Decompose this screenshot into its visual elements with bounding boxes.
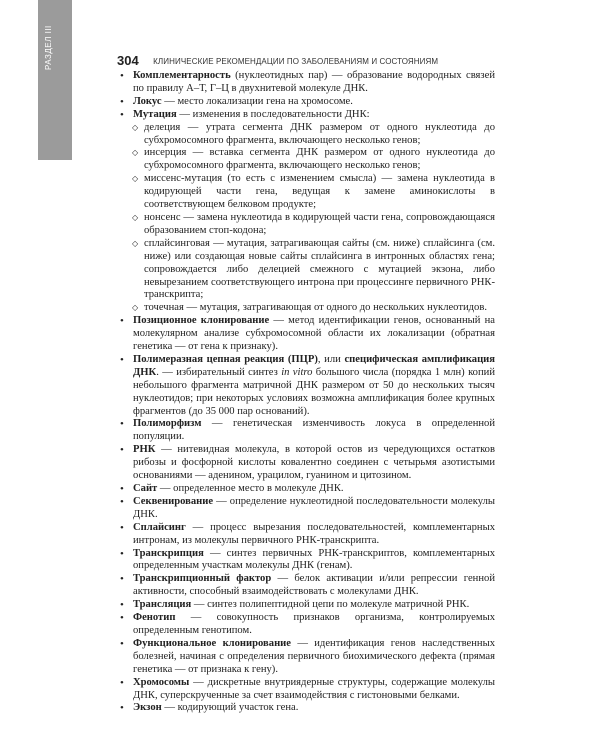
glossary-definition: — генетическая изменчивость локуса в определенной популяции. bbox=[133, 418, 495, 443]
glossary-term: РНК bbox=[133, 444, 156, 456]
glossary-entry bbox=[117, 522, 495, 548]
glossary-definition: — процесс вырезания последовательностей, комплементарных интронам, из молекулы первичного РНК-транскрипта. bbox=[133, 521, 495, 546]
glossary-entry bbox=[117, 573, 495, 599]
glossary-definition: — дискретные внутриядерные структуры, содержащие молекулы ДНК, суперскрученные за счет взаимодействия с гистоновыми белками. bbox=[133, 676, 495, 701]
mutation-subtype: ◇ делеция — утрата сегмента ДНК размером от одного нуклеотида до субхромосомного фрагмента, включающего несколько генов; bbox=[117, 122, 495, 148]
page-number: 304 bbox=[117, 53, 139, 68]
glossary-term: Экзон bbox=[133, 702, 162, 714]
glossary-term: Секвенирование bbox=[133, 495, 214, 507]
glossary-term: Сплайсинг bbox=[133, 521, 186, 533]
glossary-definition: — нитевидная молекула, в которой остов из чередующихся остатков рибозы и фосфорной кислоты ковалентно соединен с четырьмя азотистыми основаниями — аденином, урацилом, гуанином и цитозином. bbox=[133, 444, 495, 482]
glossary-definition: — изменения в последовательности ДНК: bbox=[176, 108, 370, 120]
glossary-connector: , или bbox=[317, 353, 345, 365]
glossary-entry bbox=[117, 96, 495, 109]
glossary-term-alt: специфическая амплификация ДНК bbox=[133, 353, 496, 378]
glossary-entry bbox=[117, 483, 495, 496]
italic-phrase: in vitro bbox=[281, 366, 313, 378]
glossary-definition-cont: большого числа (порядка 1 млн) копий небольшого фрагмента матричной ДНК размером от 50 до нескольких тысяч нуклеотидов; при некоторых условиях возможна амплификация более крупных фрагментов (до 35 000 пар оснований). bbox=[133, 366, 495, 417]
glossary-entry bbox=[117, 496, 495, 522]
section-label: РАЗДЕЛ III bbox=[44, 25, 53, 70]
glossary-term: Полимеразная цепная реакция (ПЦР) bbox=[133, 353, 318, 365]
glossary-term: Локус bbox=[133, 95, 162, 107]
glossary-definition: — совокупность признаков организма, контролируемых определенным генотипом. bbox=[133, 612, 495, 636]
glossary-entry bbox=[117, 315, 495, 354]
glossary-definition: — метод идентификации генов, основанный на молекулярном анализе субхромосомной области их локализации (обратная генетика — от гена к признаку). bbox=[133, 315, 495, 353]
glossary-definition: . — избирательный синтез bbox=[156, 366, 282, 378]
glossary-entry bbox=[117, 109, 495, 122]
glossary-definition: — кодирующий участок гена. bbox=[161, 702, 299, 714]
glossary-definition: — определенное место в молекуле ДНК. bbox=[157, 483, 344, 494]
glossary-definition: — белок активации и/или репрессии генной активности, способный взаимодействовать с молекулами ДНК. bbox=[133, 573, 495, 598]
glossary-definition: — синтез полипептидной цепи по молекуле матричной РНК. bbox=[191, 599, 470, 611]
mutation-subtype: ◇ сплайсинговая — мутация, затрагивающая сайты (см. ниже) сплайсинга (см. ниже) или создающая новые сайты сплайсинга в интронных областях гена; сопровождается либо делецией смежного с мутацией экзона, либо невырезанием соответствующего интрона при процессинге первичного РНК-транскрипта; bbox=[117, 238, 495, 303]
glossary-term: Фенотип bbox=[133, 612, 176, 624]
mutation-subtype: ◇ точечная — мутация, затрагивающая от одного до нескольких нуклеотидов. bbox=[117, 302, 495, 315]
glossary-definition: — синтез первичных РНК-транскриптов, комплементарных определенным участкам молекулы ДНК (генам). bbox=[133, 547, 495, 572]
section-side-tab bbox=[38, 0, 72, 160]
mutation-subtype: ◇ инсерция — вставка сегмента ДНК размером от одного нуклеотида до субхромосомного фрагмента, включающего несколько генов; bbox=[117, 147, 495, 173]
glossary-entry bbox=[117, 599, 495, 612]
glossary-entry bbox=[117, 70, 495, 96]
page-header bbox=[117, 52, 497, 66]
mutation-subtype: ◇ нонсенс — замена нуклеотида в кодирующей части гена, сопровождающаяся образованием стоп-кодона; bbox=[117, 212, 495, 238]
glossary-entry bbox=[117, 612, 495, 638]
running-title: КЛИНИЧЕСКИЕ РЕКОМЕНДАЦИИ ПО ЗАБОЛЕВАНИЯМ И СОСТОЯНИЯМ bbox=[153, 57, 439, 66]
glossary-entry bbox=[117, 548, 495, 574]
glossary-term: Трансляция bbox=[133, 599, 192, 611]
glossary-term: Транскрипция bbox=[133, 547, 204, 559]
glossary-term: Полиморфизм bbox=[133, 418, 202, 430]
glossary-definition: — место локализации гена на хромосоме. bbox=[161, 95, 353, 107]
glossary-definition: — определение нуклеотидной последовательности молекулы ДНК. bbox=[133, 495, 495, 520]
glossary-entry bbox=[117, 354, 495, 419]
glossary-entry bbox=[117, 418, 495, 444]
glossary-list bbox=[117, 70, 495, 715]
glossary-term: Сайт bbox=[133, 483, 158, 494]
glossary-term: Функциональное клонирование bbox=[133, 637, 291, 649]
mutation-subtype: ◇ миссенс-мутация (то есть с изменением смысла) — замена нуклеотида в кодирующей части гена, ведущая к замене аминокислоты в соответствующем белковом продукте; bbox=[117, 173, 495, 212]
glossary-entry bbox=[117, 638, 495, 677]
glossary-term: Позиционное клонирование bbox=[133, 315, 270, 327]
glossary-definition: (нуклеотидных пар) — образование водородных связей по правилу А–Т, Г–Ц в двухнитевой молекуле ДНК. bbox=[133, 70, 495, 94]
glossary-term: Хромосомы bbox=[133, 676, 190, 688]
glossary-term: Транскрипционный фактор bbox=[133, 573, 272, 585]
glossary-entry bbox=[117, 677, 495, 703]
glossary-term: Мутация bbox=[133, 108, 177, 120]
glossary-definition: — идентификация генов наследственных болезней, начиная с определения первичного биохимического дефекта (прямая генетика — от признака к гену). bbox=[133, 637, 496, 675]
glossary-entry bbox=[117, 444, 495, 483]
glossary-entry bbox=[117, 702, 495, 715]
glossary-term: Комплементарность bbox=[133, 70, 231, 81]
